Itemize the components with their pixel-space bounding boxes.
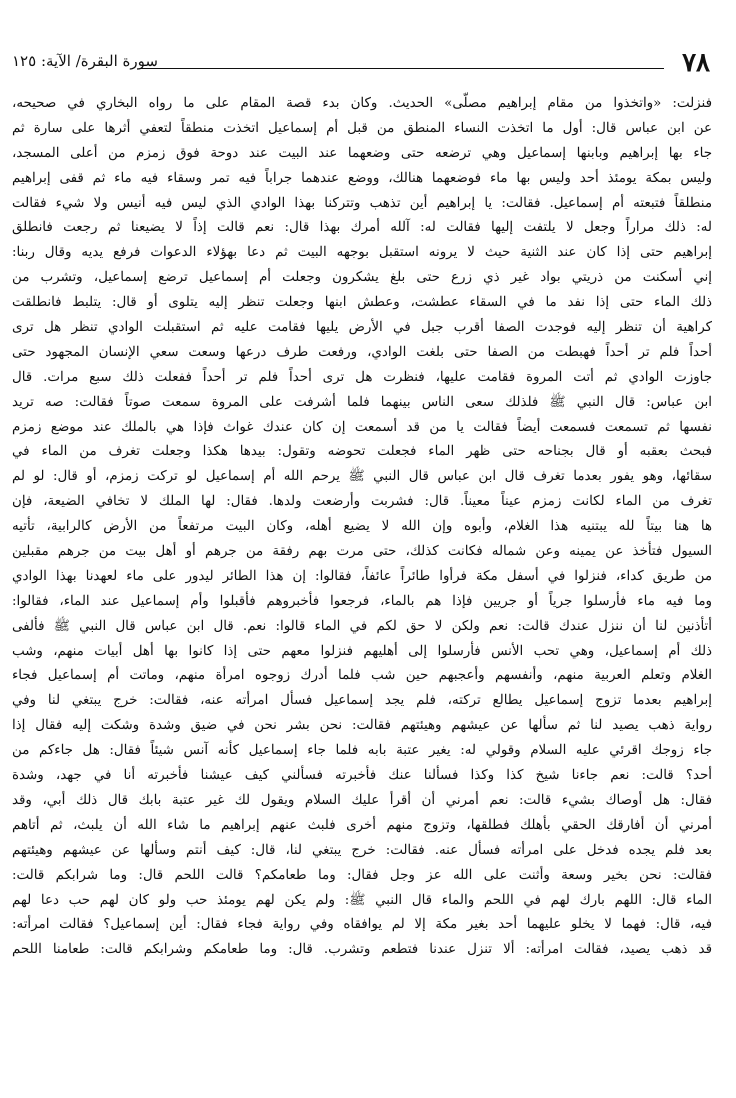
text-line: أمرني أن أفارقك الحقي بأهلك فطلقها، وتزوج منهم أخرى فلبث عنهم إبراهيم ما شاء الله أن يلبث، ثم أتاهم — [12, 817, 712, 833]
text-line: فقالت: نحن بخير وسعة وأثنت على الله عز وجل فقال: وما طعامكم؟ قالت اللحم قال: وما شرابكم قالت: — [12, 867, 712, 883]
text-line: الغلام وتعلم العربية منهم، وأنفسهم وأعجبهم حين شب فلما أدرك زوجوه امرأة منهم، وماتت أم إسماعيل فجاء — [12, 668, 712, 684]
text-line: إني أسكنت من ذريتي بواد غير ذي زرع حتى بلغ يشكرون وجعلت أم إسماعيل ترضع إسماعيل، وتشرب من — [12, 270, 712, 286]
page-number: ٧٨ — [682, 48, 710, 78]
text-line: ها هنا بيتاً لله يبتنيه هذا الغلام، وأبوه وإن الله لا يضيع أهله، وكان البيت مرتفعاً من الأرض كالرابية، تأتيه — [12, 519, 712, 535]
page-header — [12, 44, 712, 78]
text-line: الماء قال: اللهم بارك لهم في اللحم والماء قال النبي ﷺ: ولم يكن لهم يومئذ حب ولو كان لهم حب دعا لهم — [12, 892, 712, 908]
text-line: السيول فتأخذ عن يمينه وعن شماله فكانت كذلك، حتى مرت بهم رفقة من جرهم أو أهل بيت من جرهم مقبلين — [12, 544, 712, 560]
text-line: جاوزت الوادي ثم أتت المروة فقامت عليها، فنظرت هل ترى أحداً فلم تر أحداً ففعلت ذلك سبع مرات. قال — [12, 369, 712, 385]
text-line: أحداً فلم تر أحداً فهبطت من الصفا حتى بلغت الوادي، ورفعت طرف درعها وسعت سعي الإنسان المجهود حتى — [12, 344, 712, 360]
text-line: ذلك الماء حتى إذا نفد ما في السقاء عطشت، وعطش ابنها وجعلت تنظر إليه يتلوى أو قال: يتلبط فانطلقت — [12, 295, 712, 311]
text-line: سقائها، وهو يفور بعدما تغرف قال ابن عباس قال النبي ﷺ يرحم الله أم إسماعيل لو تركت زمزم، أو قال: لو لم — [12, 469, 712, 485]
text-line: وما فيه ماء فأرسلوا جرياً أو جريين فإذا هم بالماء، فرجعوا فأخبروهم فأقبلوا وأم إسماعيل عند الماء، فقالوا: — [12, 593, 712, 609]
text-line: نفسها ثم تسمعت فسمعت أيضاً فقالت يا من قد أسمعت إن كان عندك غواث فإذا هي بالملك عند موضع زمزم — [12, 419, 712, 435]
text-line: أتأذنين لنا أن ننزل عندك قالت: نعم ولكن لا حق لكم في الماء قالوا: نعم. قال ابن عباس قال النبي ﷺ فألفى — [12, 618, 712, 634]
text-line: جاء زوجك اقرئي عليه السلام وقولي له: يغير عتبة بابه فلما جاء إسماعيل كأنه آنس شيئاً فقال: هل جاءكم من — [12, 743, 712, 759]
text-line: منطلقاً فتبعته أم إسماعيل. فقالت: يا إبراهيم أين تذهب وتتركنا بهذا الوادي الذي ليس فيه أنيس ولا شيء فقالت — [12, 195, 712, 211]
text-line: ذلك أم إسماعيل، وهي تحب الأنس فأرسلوا إلى أهليهم فنزلوا معهم حتى إذا كانوا بها أهل أبيات منهم، وشب — [12, 643, 712, 659]
body-text — [12, 92, 712, 963]
text-line: بعد فلم يجده فدخل على امرأته فسأل عنه. فقالت: خرج يبتغي لنا، قال: كيف أنتم وسألها عن عيشهم وهيئتهم — [12, 842, 712, 858]
text-line: وليس بمكة يومئذ أحد وليس بها ماء فوضعهما هنالك، ووضع عندهما جراباً فيه تمر وسقاء فيه ماء ثم قفى إبراهيم — [12, 170, 712, 186]
text-line: إبراهيم حتى إذا كان عند الثنية حيث لا يرونه استقبل بوجهه البيت ثم دعا بهؤلاء الدعوات فرفع يديه وقال ربنا: — [12, 245, 712, 261]
text-line: أحد؟ قالت: نعم جاءنا شيخ كذا وكذا فسألنا عنك فأخبرته فسألني كيف عيشنا فأخبرته أنا في جهد، وشدة — [12, 768, 712, 784]
text-line: فنزلت: «واتخذوا من مقام إبراهيم مصلّى» الحديث. وكان بدء قصة المقام على ما رواه البخاري في صحيحه، — [12, 96, 712, 111]
text-line: رواية ذهب يصيد لنا ثم سألها عن عيشهم وهيئتهم فقالت: نحن بشر نحن في ضيق وشدة وشكت إليه فقال إذا — [12, 718, 712, 734]
text-line: من طريق كداء، فنزلوا في أسفل مكة فرأوا طائراً عائفاً، فقالوا: إن هذا الطائر ليدور على ماء لعهدنا بهذا الوادي — [12, 568, 712, 584]
text-line: إبراهيم بعدما تزوج إسماعيل يطالع تركته، فلم يجد إسماعيل فسأل امرأته عنه، فقالت: خرج يبتغي لنا وفي — [12, 693, 712, 709]
text-line: فيه، قال: فهما لا يخلو عليهما أحد بغير مكة إلا لم يوافقاه وفي رواية فجاء فقال: أين إسماعيل؟ فقالت امرأته: — [12, 917, 712, 933]
text-line: فقال: هل أوصاك بشيء قالت: نعم أمرني أن أقرأ عليك السلام ويقول لك غير عتبة بابك قال ذلك أبي، وقد — [12, 792, 712, 808]
text-line: قد ذهب يصيد، فقالت امرأته: ألا تنزل عندنا فتطعم وتشرب. قال: وما طعامكم وشرابكم قالت: طعامنا اللحم — [12, 942, 712, 958]
text-line: له: ذلك مراراً وجعل لا يلتفت إليها فقالت له: آلله أمرك بهذا قال: نعم قالت إذاً لا يضيعنا ثم رجعت فانطلق — [12, 220, 712, 236]
text-line: تغرف من الماء لكانت زمزم عيناً معيناً. قال: فشربت وأرضعت ولدها. فقال: لها الملك لا تخافي الضيعة، فإن — [12, 494, 712, 510]
text-line: جاء بها إبراهيم وبابنها إسماعيل وهي ترضعه حتى وضعهما عند البيت عند دوحة فوق زمزم من أعلى المسجد، — [12, 145, 712, 161]
header-rule — [140, 68, 664, 69]
running-title: سورة البقرة/ الآية: ١٢٥ — [12, 52, 158, 70]
text-line: ابن عباس: قال النبي ﷺ فلذلك سعى الناس بينهما فلما أشرفت على المروة سمعت صوتاً فقالت: صه تريد — [12, 394, 712, 410]
text-line: فبحث بعقبه أو قال بجناحه حتى ظهر الماء فجعلت تحوضه وتقول: بيدها هكذا وجعلت تغرف من الماء في — [12, 444, 712, 460]
text-line: عن ابن عباس قال: أول ما اتخذت النساء المنطق من قبل أم إسماعيل اتخذت منطقاً لتعفي أثرها على سارة ثم — [12, 120, 712, 136]
text-line: كراهية أن تنظر إليه فوجدت الصفا أقرب جبل في الأرض يليها فقامت عليه ثم استقبلت الوادي تنظر هل ترى — [12, 320, 712, 336]
